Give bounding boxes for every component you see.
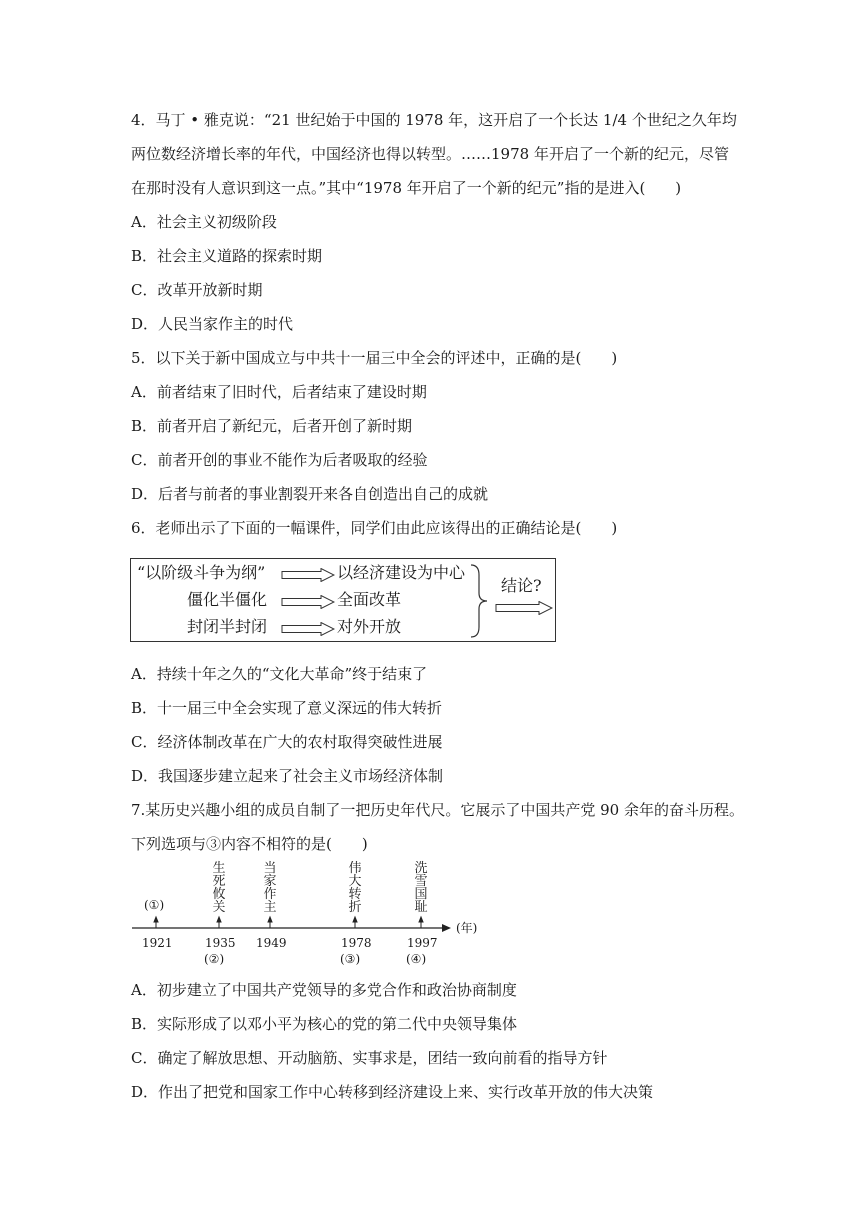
diagram-conclusion: 结论? <box>501 576 542 595</box>
q4-stem-line2: 两位数经济增长率的年代，中国经济也得以转型。……1978 年开启了一个新的纪元，尽管 <box>131 145 729 163</box>
marker-2: (②) <box>204 952 225 966</box>
q7-option-c: C．确定了解放思想、开动脑筋、实事求是，团结一致向前看的指导方针 <box>131 1049 608 1067</box>
q6-option-a: A．持续十年之久的“文化大革命”终于结束了 <box>131 665 428 683</box>
diagram-row2-to: 全面改革 <box>337 590 402 609</box>
diagram-row2-from: 僵化半僵化 <box>187 590 268 609</box>
timeline-unit: (年) <box>456 921 478 935</box>
marker-3: (③) <box>340 952 361 966</box>
marker-4: (④) <box>406 952 427 966</box>
event-label-1935: 生死攸关 <box>212 861 226 915</box>
event-label-1997: 洗雪国耻 <box>414 861 428 915</box>
diagram-row1-from: “以阶级斗争为纲” <box>137 563 266 582</box>
timeline-axis <box>120 858 500 978</box>
diagram-row3-from: 封闭半封闭 <box>187 617 268 636</box>
diagram-arrow-icon <box>281 595 335 609</box>
marker-1: (①) <box>144 898 165 912</box>
q4-option-c: C．改革开放新时期 <box>131 281 263 299</box>
q7-stem-line2: 下列选项与③内容不相符的是( ) <box>131 835 368 853</box>
q6-option-b: B．十一届三中全会实现了意义深远的伟大转折 <box>131 699 443 717</box>
q6-option-d: D．我国逐步建立起来了社会主义市场经济体制 <box>131 767 444 785</box>
curly-brace-icon <box>469 563 491 639</box>
event-label-1978: 伟大转折 <box>348 861 362 915</box>
q4-option-b: B．社会主义道路的探索时期 <box>131 247 323 265</box>
diagram-arrow-icon <box>495 601 553 615</box>
q4-stem-line3: 在那时没有人意识到这一点。”其中“1978 年开启了一个新的纪元”指的是进入( ) <box>131 179 682 197</box>
courseware-diagram <box>130 558 556 642</box>
q7-option-b: B．实际形成了以邓小平为核心的党的第二代中央领导集体 <box>131 1015 518 1033</box>
q4-option-d: D．人民当家作主的时代 <box>131 315 294 333</box>
diagram-row1-to: 以经济建设为中心 <box>337 563 466 582</box>
diagram-arrow-icon <box>281 568 335 582</box>
q4-option-a: A．社会主义初级阶段 <box>131 213 277 231</box>
q5-stem: 5．以下关于新中国成立与中共十一届三中全会的评述中，正确的是( ) <box>131 349 618 367</box>
q5-option-c: C．前者开创的事业不能作为后者吸取的经验 <box>131 451 428 469</box>
year-1997: 1997 <box>407 936 438 950</box>
year-1935: 1935 <box>205 936 236 950</box>
diagram-arrow-icon <box>281 622 335 636</box>
q5-option-d: D．后者与前者的事业割裂开来各自创造出自己的成就 <box>131 485 489 503</box>
q5-option-b: B．前者开启了新纪元，后者开创了新时期 <box>131 417 413 435</box>
q7-option-a: A．初步建立了中国共产党领导的多党合作和政治协商制度 <box>131 981 517 999</box>
q4-stem-line1: 4．马丁 • 雅克说：“21 世纪始于中国的 1978 年，这开启了一个长达 1/4 个世纪之久年均 <box>131 111 737 129</box>
q7-stem-line1: 7.某历史兴趣小组的成员自制了一把历史年代尺。它展示了中国共产党 90 余年的奋斗历程。 <box>131 801 744 819</box>
q7-option-d: D．作出了把党和国家工作中心转移到经济建设上来、实行改革开放的伟大决策 <box>131 1083 654 1101</box>
q5-option-a: A．前者结束了旧时代，后者结束了建设时期 <box>131 383 427 401</box>
year-1921: 1921 <box>142 936 173 950</box>
q6-option-c: C．经济体制改革在广大的农村取得突破性进展 <box>131 733 443 751</box>
year-1949: 1949 <box>256 936 287 950</box>
q6-stem: 6．老师出示了下面的一幅课件，同学们由此应该得出的正确结论是( ) <box>131 519 618 537</box>
year-1978: 1978 <box>341 936 372 950</box>
history-timeline <box>120 858 500 978</box>
diagram-row3-to: 对外开放 <box>337 617 402 636</box>
event-label-1949: 当家作主 <box>263 861 277 915</box>
